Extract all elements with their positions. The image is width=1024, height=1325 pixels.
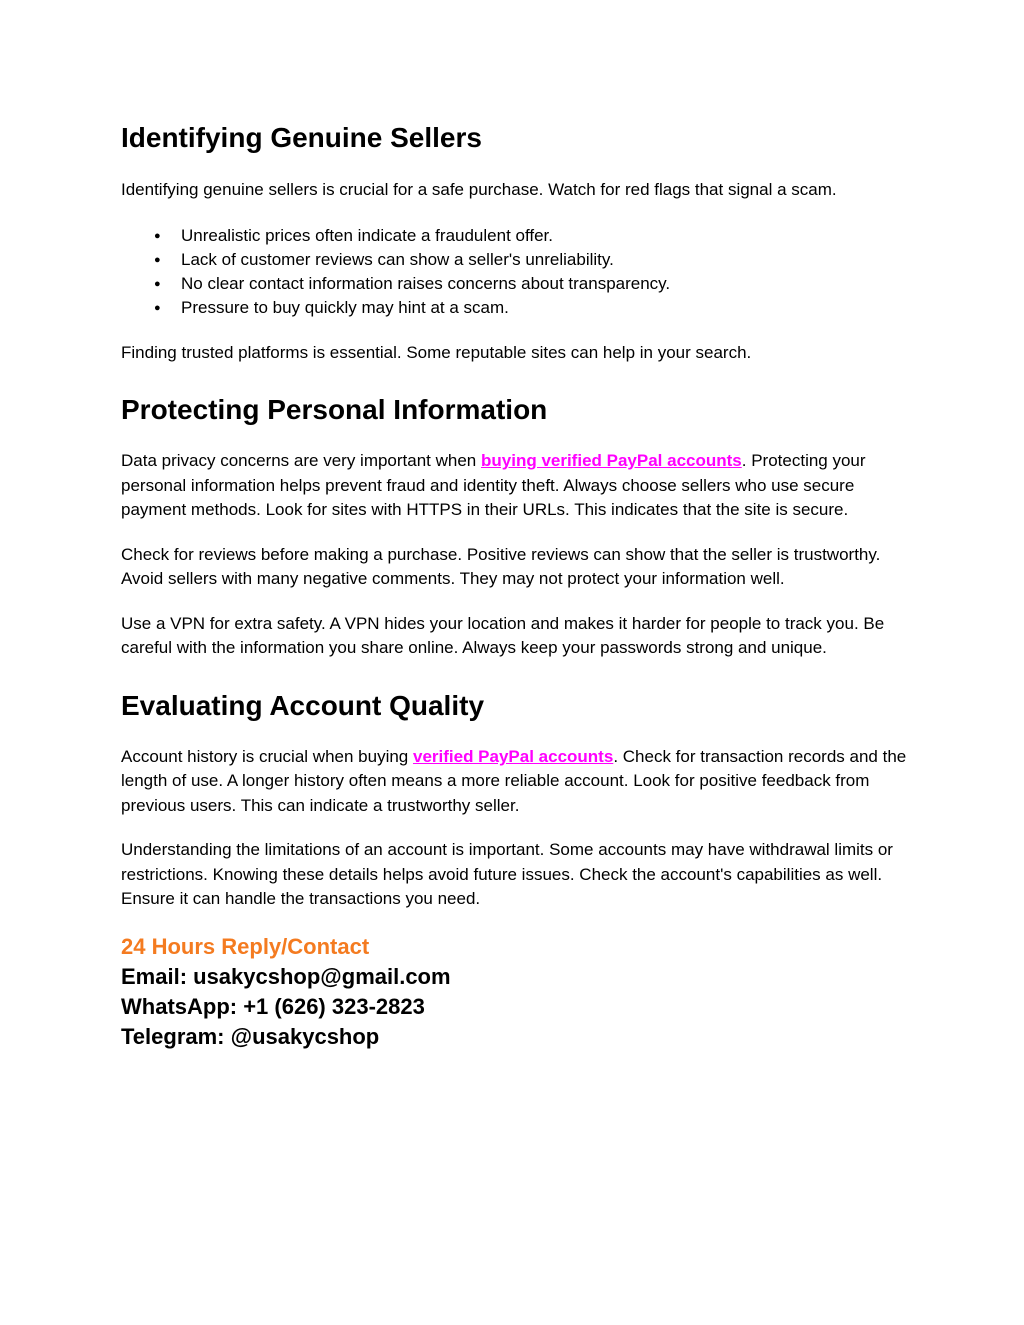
list-item: ● Lack of customer reviews can show a seller's unreliability. — [181, 248, 912, 272]
evaluating-paragraph-2: Understanding the limitations of an account is important. Some accounts may have withdrawal limits or restrictions. Knowing these details helps avoid future issues. Check the account's capabilities as well. Ensure it can handle the transactions you need. — [121, 840, 893, 909]
protecting-p1-text-before: Data privacy concerns are very important when — [121, 451, 481, 471]
buying-verified-paypal-accounts-link[interactable]: buying verified PayPal accounts — [481, 451, 742, 471]
list-item: ● No clear contact information raises concerns about transparency. — [181, 272, 912, 296]
genuine-intro-paragraph: Identifying genuine sellers is crucial for a safe purchase. Watch for red flags that signal a scam. — [121, 180, 837, 199]
list-item: ● Pressure to buy quickly may hint at a scam. — [181, 296, 912, 320]
evaluating-p1-text-before: Account history is crucial when buying — [121, 746, 413, 766]
list-item: ● Unrealistic prices often indicate a fraudulent offer. — [181, 224, 912, 248]
contact-telegram: Telegram: @usakycshop — [121, 1023, 380, 1049]
evaluating-paragraph-1 — [121, 745, 912, 819]
protecting-paragraph-3: Use a VPN for extra safety. A VPN hides your location and makes it harder for people to track you. Be careful with the information you share online. Always keep your passwords strong and unique. — [121, 613, 885, 658]
protecting-p1-text-after: . Protecting your personal information helps prevent fraud and identity theft. Always choose sellers who use secure payment methods. Look for sites with HTTPS in their URLs. This indicates that the site is secure. — [121, 451, 866, 520]
contact-title: 24 Hours Reply/Contact — [121, 933, 370, 959]
contact-email: Email: usakycshop@gmail.com — [121, 963, 451, 989]
red-flags-list — [121, 224, 912, 321]
genuine-outro-paragraph: Finding trusted platforms is essential. Some reputable sites can help in your search. — [121, 342, 752, 362]
protecting-paragraph-1 — [121, 449, 912, 523]
protecting-paragraph-2: Check for reviews before making a purchase. Positive reviews can show that the seller is trustworthy. Avoid sellers with many negative comments. They may not protect your information well. — [121, 544, 881, 589]
heading-protecting-personal-information: Protecting Personal Information — [121, 394, 548, 426]
heading-evaluating-account-quality: Evaluating Account Quality — [121, 689, 485, 721]
heading-identifying-genuine-sellers: Identifying Genuine Sellers — [121, 122, 482, 153]
evaluating-p1-text-after: . Check for transaction records and the length of use. A longer history often means a more reliable account. Look for positive feedback from previous users. This can indicate a trustworthy seller. — [121, 746, 907, 815]
verified-paypal-accounts-link[interactable]: verified PayPal accounts — [412, 746, 614, 766]
contact-block — [121, 932, 912, 1052]
contact-whatsapp: WhatsApp: +1 (626) 323-2823 — [121, 993, 425, 1019]
